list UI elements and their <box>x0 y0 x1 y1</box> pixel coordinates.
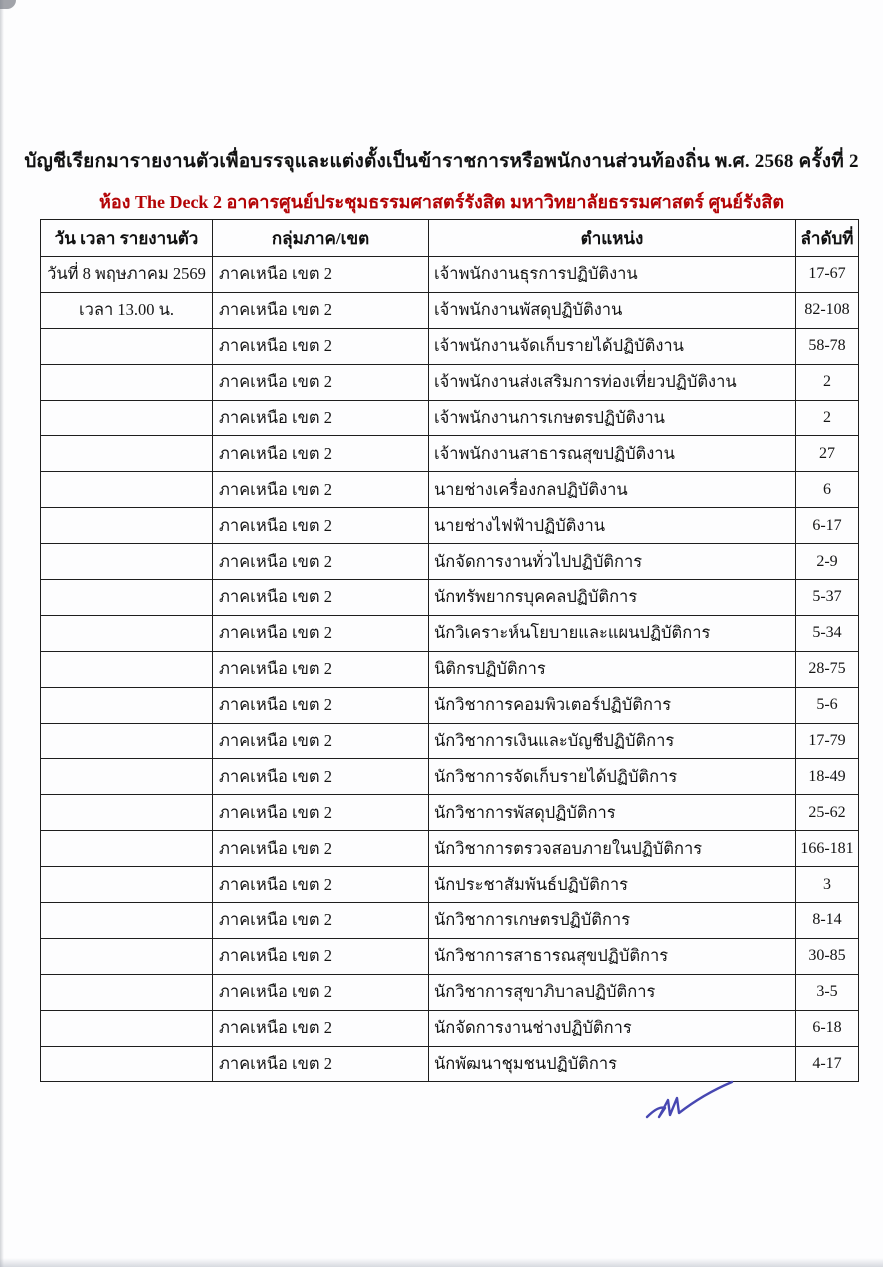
header-cell-region: กลุ่มภาค/เขต <box>213 220 429 257</box>
table-row <box>41 723 859 759</box>
table-row <box>41 903 859 939</box>
table-row <box>41 938 859 974</box>
cell-position: นักจัดการงานทั่วไปปฏิบัติการ <box>429 544 796 580</box>
cell-datetime <box>41 651 213 687</box>
cell-region: ภาคเหนือ เขต 2 <box>213 831 429 867</box>
cell-order: 166-181 <box>796 831 859 867</box>
table-row <box>41 759 859 795</box>
cell-position: เจ้าพนักงานส่งเสริมการท่องเที่ยวปฏิบัติงาน <box>429 364 796 400</box>
cell-order: 17-79 <box>796 723 859 759</box>
cell-position: เจ้าพนักงานสาธารณสุขปฏิบัติงาน <box>429 436 796 472</box>
cell-region: ภาคเหนือ เขต 2 <box>213 292 429 328</box>
cell-position: นักวิชาการคอมพิวเตอร์ปฏิบัติการ <box>429 687 796 723</box>
cell-position: นายช่างไฟฟ้าปฏิบัติงาน <box>429 508 796 544</box>
header-cell-order: ลำดับที่ <box>796 220 859 257</box>
cell-order: 4-17 <box>796 1046 859 1082</box>
cell-datetime <box>41 938 213 974</box>
cell-region: ภาคเหนือ เขต 2 <box>213 651 429 687</box>
cell-order: 2 <box>796 364 859 400</box>
cell-order: 3-5 <box>796 974 859 1010</box>
table-row <box>41 257 859 293</box>
cell-position: เจ้าพนักงานธุรการปฏิบัติงาน <box>429 257 796 293</box>
cell-region: ภาคเหนือ เขต 2 <box>213 580 429 616</box>
cell-order: 6-18 <box>796 1010 859 1046</box>
reporting-table <box>40 219 859 1082</box>
cell-position: เจ้าพนักงานการเกษตรปฏิบัติงาน <box>429 400 796 436</box>
venue-subtitle: ห้อง The Deck 2 อาคารศูนย์ประชุมธรรมศาสตร์รังสิต มหาวิทยาลัยธรรมศาสตร์ ศูนย์รังสิต <box>98 192 785 212</box>
cell-position: นักวิชาการสาธารณสุขปฏิบัติการ <box>429 938 796 974</box>
cell-datetime <box>41 615 213 651</box>
cell-region: ภาคเหนือ เขต 2 <box>213 364 429 400</box>
cell-datetime <box>41 544 213 580</box>
cell-region: ภาคเหนือ เขต 2 <box>213 615 429 651</box>
handwritten-signature-mark <box>644 1076 736 1126</box>
table-row <box>41 651 859 687</box>
table-row <box>41 615 859 651</box>
cell-order: 6 <box>796 472 859 508</box>
table-row <box>41 508 859 544</box>
cell-region: ภาคเหนือ เขต 2 <box>213 795 429 831</box>
reporting-table-body <box>41 257 859 1082</box>
cell-region: ภาคเหนือ เขต 2 <box>213 436 429 472</box>
cell-datetime <box>41 903 213 939</box>
table-row <box>41 292 859 328</box>
cell-position: นักวิชาการสุขาภิบาลปฏิบัติการ <box>429 974 796 1010</box>
table-row <box>41 974 859 1010</box>
cell-region: ภาคเหนือ เขต 2 <box>213 974 429 1010</box>
cell-order: 6-17 <box>796 508 859 544</box>
cell-position: นักวิชาการจัดเก็บรายได้ปฏิบัติการ <box>429 759 796 795</box>
table-row <box>41 544 859 580</box>
cell-order: 30-85 <box>796 938 859 974</box>
cell-order: 18-49 <box>796 759 859 795</box>
cell-region: ภาคเหนือ เขต 2 <box>213 687 429 723</box>
cell-order: 2 <box>796 400 859 436</box>
cell-region: ภาคเหนือ เขต 2 <box>213 759 429 795</box>
table-row <box>41 580 859 616</box>
cell-region: ภาคเหนือ เขต 2 <box>213 903 429 939</box>
cell-region: ภาคเหนือ เขต 2 <box>213 257 429 293</box>
table-row <box>41 1010 859 1046</box>
cell-datetime <box>41 687 213 723</box>
header-cell-position: ตำแหน่ง <box>429 220 796 257</box>
cell-datetime <box>41 795 213 831</box>
cell-region: ภาคเหนือ เขต 2 <box>213 938 429 974</box>
reporting-table-header <box>41 220 859 257</box>
cell-order: 17-67 <box>796 257 859 293</box>
cell-order: 28-75 <box>796 651 859 687</box>
cell-region: ภาคเหนือ เขต 2 <box>213 472 429 508</box>
cell-position: นิติกรปฏิบัติการ <box>429 651 796 687</box>
cell-datetime <box>41 867 213 903</box>
cell-position: นักทรัพยากรบุคคลปฏิบัติการ <box>429 580 796 616</box>
cell-region: ภาคเหนือ เขต 2 <box>213 328 429 364</box>
cell-datetime <box>41 974 213 1010</box>
table-row <box>41 400 859 436</box>
cell-position: นักวิเคราะห์นโยบายและแผนปฏิบัติการ <box>429 615 796 651</box>
table-row <box>41 436 859 472</box>
table-row <box>41 795 859 831</box>
cell-datetime <box>41 400 213 436</box>
cell-position: นักประชาสัมพันธ์ปฏิบัติการ <box>429 867 796 903</box>
cell-region: ภาคเหนือ เขต 2 <box>213 867 429 903</box>
cell-region: ภาคเหนือ เขต 2 <box>213 723 429 759</box>
header-cell-datetime: วัน เวลา รายงานตัว <box>41 220 213 257</box>
table-row <box>41 867 859 903</box>
cell-order: 27 <box>796 436 859 472</box>
cell-datetime <box>41 328 213 364</box>
cell-position: นักวิชาการตรวจสอบภายในปฏิบัติการ <box>429 831 796 867</box>
header-row <box>41 220 859 257</box>
cell-region: ภาคเหนือ เขต 2 <box>213 1046 429 1082</box>
scan-corner-artifact <box>0 0 16 9</box>
cell-order: 5-37 <box>796 580 859 616</box>
cell-datetime <box>41 1010 213 1046</box>
cell-region: ภาคเหนือ เขต 2 <box>213 1010 429 1046</box>
cell-order: 3 <box>796 867 859 903</box>
table-row <box>41 328 859 364</box>
cell-datetime <box>41 759 213 795</box>
cell-position: นักวิชาการเกษตรปฏิบัติการ <box>429 903 796 939</box>
cell-order: 82-108 <box>796 292 859 328</box>
table-row <box>41 1046 859 1082</box>
cell-datetime <box>41 1046 213 1082</box>
cell-datetime <box>41 436 213 472</box>
cell-order: 2-9 <box>796 544 859 580</box>
table-row <box>41 687 859 723</box>
cell-datetime <box>41 508 213 544</box>
cell-order: 5-6 <box>796 687 859 723</box>
table-row <box>41 472 859 508</box>
cell-position: นักพัฒนาชุมชนปฏิบัติการ <box>429 1046 796 1082</box>
cell-region: ภาคเหนือ เขต 2 <box>213 400 429 436</box>
cell-datetime: วันที่ 8 พฤษภาคม 2569 <box>41 257 213 293</box>
table-row <box>41 831 859 867</box>
cell-order: 8-14 <box>796 903 859 939</box>
cell-datetime <box>41 831 213 867</box>
page-title: บัญชีเรียกมารายงานตัวเพื่อบรรจุและแต่งตั้งเป็นข้าราชการหรือพนักงานส่วนท้องถิ่น พ.ศ. 2568 ครั้งที่ 2 <box>24 151 859 172</box>
cell-order: 5-34 <box>796 615 859 651</box>
cell-position: นักวิชาการเงินและบัญชีปฏิบัติการ <box>429 723 796 759</box>
cell-datetime <box>41 723 213 759</box>
table-row <box>41 364 859 400</box>
cell-region: ภาคเหนือ เขต 2 <box>213 544 429 580</box>
cell-position: นักวิชาการพัสดุปฏิบัติการ <box>429 795 796 831</box>
scan-bottom-edge-artifact <box>0 1258 883 1267</box>
cell-position: นายช่างเครื่องกลปฏิบัติงาน <box>429 472 796 508</box>
signature-ink-icon <box>644 1076 736 1126</box>
cell-order: 25-62 <box>796 795 859 831</box>
cell-position: เจ้าพนักงานพัสดุปฏิบัติงาน <box>429 292 796 328</box>
cell-order: 58-78 <box>796 328 859 364</box>
cell-datetime <box>41 580 213 616</box>
cell-region: ภาคเหนือ เขต 2 <box>213 508 429 544</box>
cell-datetime <box>41 472 213 508</box>
cell-datetime: เวลา 13.00 น. <box>41 292 213 328</box>
cell-datetime <box>41 364 213 400</box>
cell-position: นักจัดการงานช่างปฏิบัติการ <box>429 1010 796 1046</box>
cell-position: เจ้าพนักงานจัดเก็บรายได้ปฏิบัติงาน <box>429 328 796 364</box>
